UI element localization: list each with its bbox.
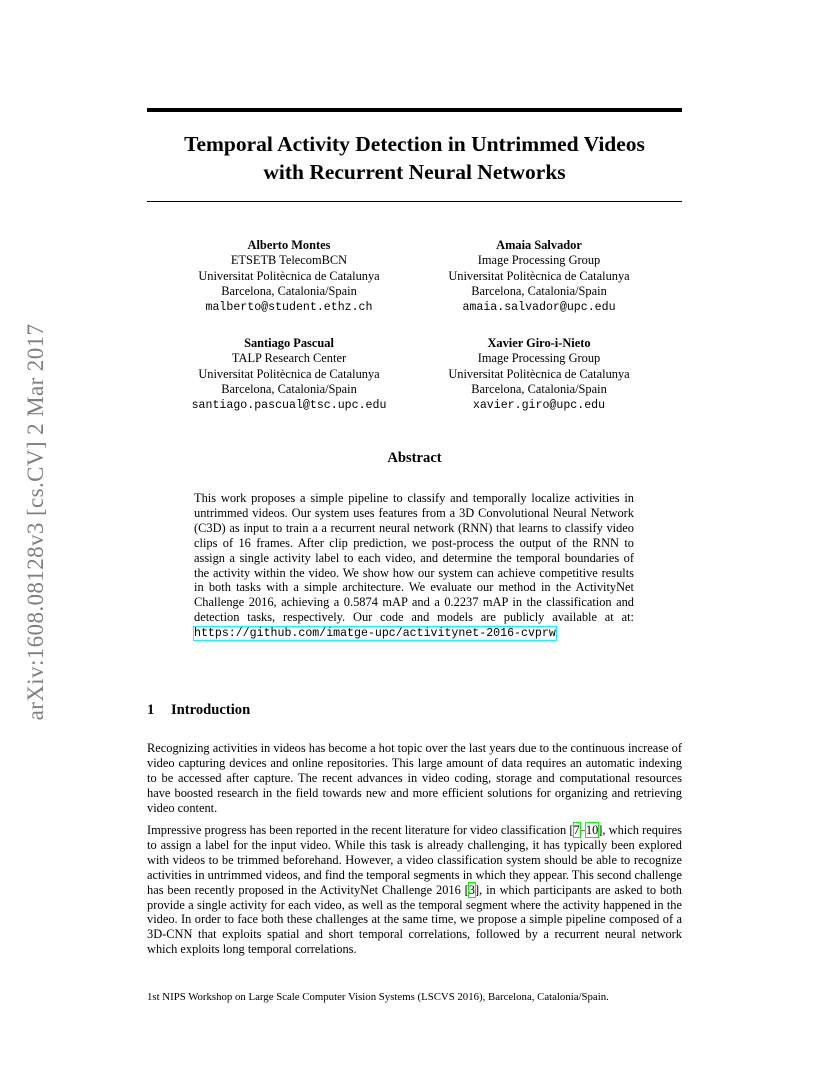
author-block xyxy=(159,238,419,315)
footnote: 1st NIPS Workshop on Large Scale Computer Vision Systems (LSCVS 2016), Barcelona, Catalonia/Spain. xyxy=(147,991,609,1003)
author-name: Santiago Pascual xyxy=(244,336,334,350)
author-block xyxy=(159,336,419,413)
paper-title xyxy=(147,130,682,186)
paragraph-text: ], which requires to assign a label for the input video. While this task is already challenging, it has typically been explored with videos to be trimmed beforehand. However, a video classification system should be able to recognize activities in untrimmed videos, and find the temporal segments in which they appear. This second challenge has been recently proposed in the ActivityNet Challenge 2016 [ xyxy=(147,823,682,897)
section-number: 1 xyxy=(147,702,155,718)
author-university: Universitat Politècnica de Catalunya xyxy=(448,268,630,283)
author-block xyxy=(409,238,669,315)
author-email[interactable]: amaia.salvador@upc.edu xyxy=(462,300,616,314)
paragraph-text: ], in which participants are asked to both provide a single activity for each video, as well as the temporal segment where the activity happened in the video. In order to face both these challenges at the same time, we propose a simple pipeline composed of a 3D-CNN that exploits spatial and short temporal correlations, followed by a recurrent neural network which exploits long temporal correlations. xyxy=(147,882,683,957)
author-university: Universitat Politècnica de Catalunya xyxy=(448,366,630,381)
citation-link[interactable]: 3 xyxy=(468,882,475,897)
title-bottom-rule xyxy=(147,201,682,202)
author-affiliation: TALP Research Center xyxy=(231,351,347,366)
author-name: Xavier Giro-i-Nieto xyxy=(487,336,591,350)
title-line-2: with Recurrent Neural Networks xyxy=(263,160,566,184)
section-title: Introduction xyxy=(171,702,251,718)
author-location: Barcelona, Catalonia/Spain xyxy=(471,382,607,397)
intro-paragraph: Recognizing activities in videos has become a hot topic over the last years due to the continuous increase of video capturing devices and online repositories. This large amount of data requires an automatic indexing to be accessed after capture. The recent advances in video coding, storage and computational resources have boosted research in the field towards new and more efficient solutions for organizing and retrieving video content. xyxy=(147,741,682,815)
author-block xyxy=(409,336,669,413)
author-email[interactable]: malberto@student.ethz.ch xyxy=(205,300,373,314)
author-email[interactable]: xavier.giro@upc.edu xyxy=(472,398,606,412)
citation-link[interactable]: 10 xyxy=(585,823,599,837)
title-line-1: Temporal Activity Detection in Untrimmed Videos xyxy=(184,132,645,156)
author-location: Barcelona, Catalonia/Spain xyxy=(471,284,607,299)
abstract-heading: Abstract xyxy=(387,450,442,466)
author-university: Universitat Politècnica de Catalunya xyxy=(198,268,380,283)
author-affiliation: ETSETB TelecomBCN xyxy=(230,253,348,268)
author-location: Barcelona, Catalonia/Spain xyxy=(221,382,357,397)
abstract-text: This work proposes a simple pipeline to classify and temporally localize activities in untrimmed videos. Our system uses features from a 3D Convolutional Neural Network (C3D) as input to train a a recurrent neural network (RNN) that learns to classify video clips of 16 frames. After clip prediction, we post-process the output of the RNN to assign a single activity label to each video, and determine the temporal boundaries of the activity within the video. We show how our system can achieve competitive results in both tasks with a simple architecture. We evaluate our method in the ActivityNet Challenge 2016, achieving a 0.5874 mAP and a 0.2237 mAP in the classification and detection tasks, respectively. Our code and models are publicly available at at: xyxy=(194,491,634,625)
author-email[interactable]: santiago.pascual@tsc.upc.edu xyxy=(191,398,387,412)
author-name: Alberto Montes xyxy=(247,238,331,252)
paragraph-text: Impressive progress has been reported in the recent literature for video classification [ xyxy=(147,823,574,837)
arxiv-stamp: arXiv:1608.08128v3 [cs.CV] 2 Mar 2017 xyxy=(23,323,48,721)
author-name: Amaia Salvador xyxy=(496,238,582,252)
code-repository-link[interactable]: https://github.com/imatge-upc/activitynet-2016-cvprw xyxy=(194,627,556,641)
section-heading xyxy=(147,701,250,719)
author-university: Universitat Politècnica de Catalunya xyxy=(198,366,380,381)
abstract-body xyxy=(194,491,634,642)
citation-dash: – xyxy=(579,823,586,837)
citation-link[interactable]: 7 xyxy=(573,823,580,837)
author-affiliation: Image Processing Group xyxy=(477,253,601,268)
author-location: Barcelona, Catalonia/Spain xyxy=(221,284,357,299)
author-affiliation: Image Processing Group xyxy=(477,351,601,366)
intro-paragraph xyxy=(147,823,682,957)
title-top-rule xyxy=(147,108,682,112)
